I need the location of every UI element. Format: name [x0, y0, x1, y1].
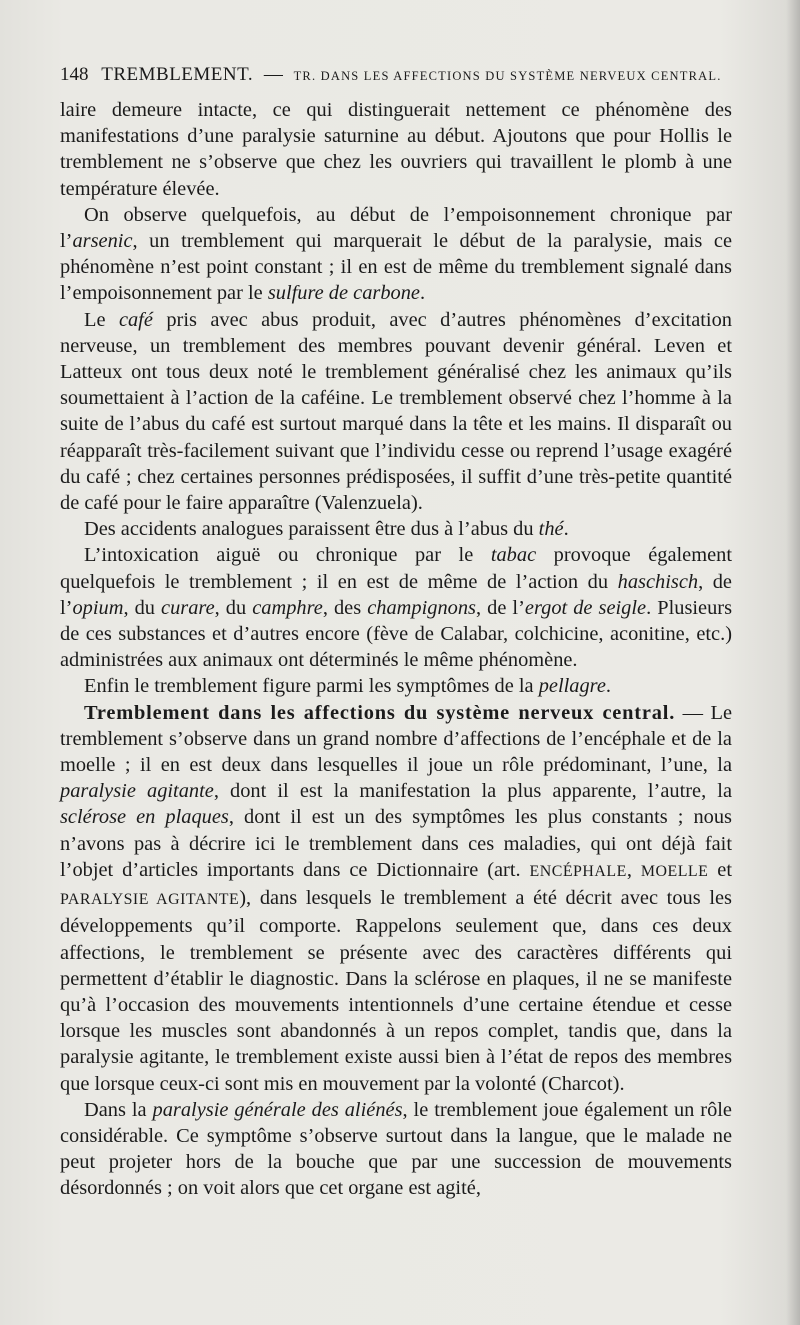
body-text	[60, 97, 732, 1202]
paragraph-text: pris avec abus produit, avec d’autres phénomènes d’excitation nerveuse, un tremblement des membres pouvant devenir général. Leven et Latteux ont tous deux noté le tremblement généralisé chez les animaux qu’ils soumettaient à l’action de la caféine. Le tremblement observé chez l’homme à la suite de l’abus du café est surtout marqué dans la tête et les mains. Il disparaît ou réapparaît très-facilement suivant que l’individu cesse ou reprend l’usage exagéré du café ; chez certaines personnes prédisposées, il suffit d’une très-petite quantité de café pour le faire apparaître (Valenzuela).	[60, 308, 732, 515]
paragraph-text: . Plusieurs de ces substances et d’autres encore (fève de Calabar, colchicine, aconitine, etc.) administrées aux animaux ont déterminés le même phénomène.	[60, 596, 733, 672]
paragraph-text: et	[708, 858, 732, 881]
term-haschisch: haschisch	[617, 570, 699, 593]
paragraph-text: , du	[123, 596, 162, 619]
paragraph-text: Enfin le tremblement figure parmi les symptômes de la	[84, 675, 539, 698]
term-camphre: camphre	[252, 596, 323, 619]
paragraph	[60, 202, 732, 307]
paragraph-text: Dans la	[84, 1098, 153, 1121]
term-opium: opium	[72, 596, 124, 619]
running-subtitle: TR. DANS LES AFFECTIONS DU SYSTÈME NERVEUX CENTRAL.	[293, 69, 722, 83]
paragraph-text: .	[563, 518, 569, 541]
paragraph	[60, 516, 732, 542]
paragraph-text: Des accidents analogues paraissent être dus à l’abus du	[84, 518, 539, 541]
term-sulfure-de-carbone: sulfure de carbone	[267, 282, 420, 305]
paragraph	[60, 700, 732, 1097]
ref-encephale: ENCÉPHALE	[529, 862, 627, 880]
paragraph-text: — Le tremblement s’observe dans un grand nombre d’affections de l’encéphale et de la moelle ; il en est deux dans lesquelles il joue un rôle prédominant, l’une, la	[60, 701, 732, 777]
term-pellagre: pellagre	[538, 675, 606, 698]
term-arsenic: arsenic	[72, 230, 133, 253]
header-separator: —	[263, 64, 283, 85]
paragraph	[60, 1097, 732, 1202]
paragraph	[60, 307, 732, 517]
term-paralysie-agitante: paralysie agitante	[60, 780, 214, 803]
term-cafe: café	[118, 308, 153, 331]
term-tabac: tabac	[490, 544, 537, 567]
paragraph	[60, 542, 732, 673]
term-the: thé	[538, 518, 564, 541]
page-edge-shadow	[786, 0, 800, 1325]
paragraph-text: , des	[322, 596, 368, 619]
term-ergot-de-seigle: ergot de seigle	[524, 596, 647, 619]
page-number: 148	[60, 64, 89, 85]
paragraph-text: , le tremblement joue également un rôle considérable. Ce symptôme s’observe surtout dans la langue, que le malade ne peut projeter hors de la bouche que par une succession de mouvements désordonnés ; on voit alors que cet organe est agité,	[60, 1098, 732, 1200]
running-title: TREMBLEMENT.	[101, 64, 254, 85]
paragraph	[60, 673, 732, 699]
section-heading: Tremblement dans les affections du système nerveux central.	[84, 701, 676, 724]
term-champignons: champignons	[367, 596, 476, 619]
paragraph-text: .	[605, 675, 612, 698]
term-curare: curare	[161, 596, 215, 619]
term-sclerose-en-plaques: sclérose en plaques	[60, 806, 229, 829]
paragraph	[60, 97, 732, 202]
paragraph-text: , un tremblement qui marquerait le début de la paralysie, mais ce phénomène n’est point constant ; il en est de même du tremblement signalé dans l’empoisonnement par le	[60, 230, 732, 305]
term-paralysie-generale: paralysie générale des aliénés	[152, 1098, 403, 1121]
ref-moelle: MOELLE	[640, 862, 709, 880]
paragraph-text: , dont il est un des symptômes les plus constants ; nous n’avons pas à décrire ici le tremblement dans ces maladies, qui ont déjà fait l’objet d’articles importants dans ce Dictionnaire (art.	[60, 806, 732, 881]
paragraph-text: , de l’	[60, 570, 732, 619]
paragraph-text: provoque également quelquefois le tremblement ; il en est de même de l’action du	[60, 544, 732, 593]
paragraph-text: ,	[626, 858, 641, 881]
ref-paralysie-agitante: PARALYSIE AGITANTE	[60, 891, 240, 909]
paragraph-text: .	[419, 282, 426, 305]
paragraph-text: ), dans lesquels le tremblement a été décrit avec tous les développements qu’il comporte. Rappelons seulement que, dans ces deux affections, le tremblement se présente avec des caractères différents qui permettent d’établir le diagnostic. Dans la sclérose en plaques, il ne se manifeste qu’à l’occasion des mouvements intentionnels d’une certaine étendue et cesse lorsque les muscles sont abandonnés à un repos complet, tandis que, dans la paralysie agitante, le tremblement existe aussi bien à l’état de repos des membres que lorsque ceux-ci sont mis en mouvement par la volonté (Charcot).	[60, 887, 732, 1095]
paragraph-text: , du	[214, 596, 253, 619]
paragraph-text: , de l’	[475, 596, 525, 619]
running-header	[60, 64, 732, 87]
paragraph-text: laire demeure intacte, ce qui distinguerait nettement ce phénomène des manifestations d’une paralysie saturnine au début. Ajoutons que pour Hollis le tremblement ne s’observe que chez les ouvriers qui travaillent le plomb à une température élevée.	[60, 99, 732, 200]
paragraph-text: Le	[84, 308, 119, 331]
paragraph-text: On observe quelquefois, au début de l’empoisonnement chronique par l’	[60, 203, 732, 253]
paragraph-text: , dont il est la manifestation la plus apparente, l’autre, la	[213, 780, 732, 803]
paragraph-text: L’intoxication aiguë ou chronique par le	[84, 544, 491, 567]
